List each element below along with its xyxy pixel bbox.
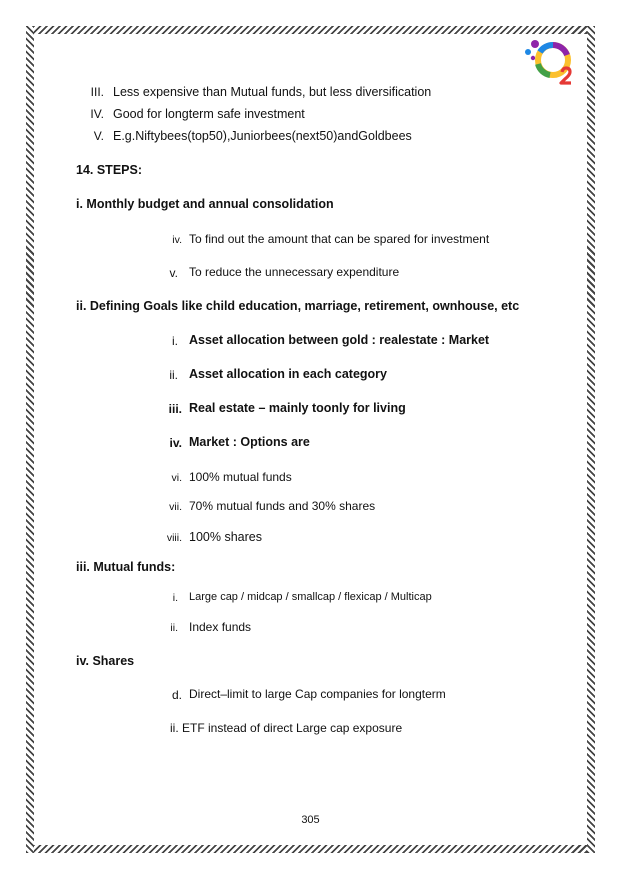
page-border-bottom <box>26 845 595 853</box>
page-border-top <box>26 26 595 34</box>
list-item-text: Less expensive than Mutual funds, but less diversification <box>113 85 432 99</box>
list-item-text: 100% shares <box>189 530 262 544</box>
list-item-text: 70% mutual funds and 30% shares <box>189 499 376 513</box>
list-item-number: ii. <box>169 368 178 382</box>
list-item-text: To find out the amount that can be spared for investment <box>189 232 490 246</box>
list-item-text: E.g.Niftybees(top50),Juniorbees(next50)andGoldbees <box>113 129 412 143</box>
list-item-number: IV. <box>90 107 104 121</box>
list-item-text: Asset allocation between gold : realestate : Market <box>189 333 490 347</box>
section-heading: ii. Defining Goals like child education, marriage, retirement, ownhouse, etc <box>76 299 520 313</box>
list-item-text: Large cap / midcap / smallcap / flexicap / Multicap <box>189 591 432 603</box>
list-item-number: iv. <box>172 234 182 246</box>
list-item-text: ii. ETF instead of direct Large cap exposure <box>170 721 403 735</box>
list-item-number: iii. <box>168 402 182 416</box>
section-heading: iv. Shares <box>76 654 135 668</box>
list-item-text: Asset allocation in each category <box>189 367 387 381</box>
list-item-number: vii. <box>169 501 182 513</box>
section-heading: iii. Mutual funds: <box>76 560 176 574</box>
list-item-text: Direct–limit to large Cap companies for longterm <box>189 687 446 701</box>
list-item-number: V. <box>93 129 104 143</box>
list-item-text: Market : Options are <box>189 435 310 449</box>
page-border-left <box>26 26 34 853</box>
list-item-number: i. <box>172 592 178 604</box>
list-item-number: vi. <box>171 472 182 484</box>
list-item-number: v. <box>169 266 178 280</box>
list-item-text: Good for longterm safe investment <box>113 107 305 121</box>
list-item-text: To reduce the unnecessary expenditure <box>189 265 400 279</box>
section-heading: i. Monthly budget and annual consolidation <box>76 197 334 211</box>
o2-logo-icon <box>522 38 580 88</box>
list-item-number: i. <box>172 334 178 348</box>
list-item-text: Index funds <box>189 620 252 634</box>
list-item-number: d. <box>171 688 182 702</box>
page-border-right <box>587 26 595 853</box>
list-item-number: viii. <box>166 532 182 544</box>
list-item-text: Real estate – mainly toonly for living <box>189 401 406 415</box>
list-item-number: ii. <box>170 622 178 634</box>
list-item-number: iv. <box>169 436 182 450</box>
page-number: 305 <box>301 814 320 826</box>
list-item-number: III. <box>90 85 104 99</box>
steps-heading: 14. STEPS: <box>76 163 142 177</box>
list-item-text: 100% mutual funds <box>189 470 292 484</box>
